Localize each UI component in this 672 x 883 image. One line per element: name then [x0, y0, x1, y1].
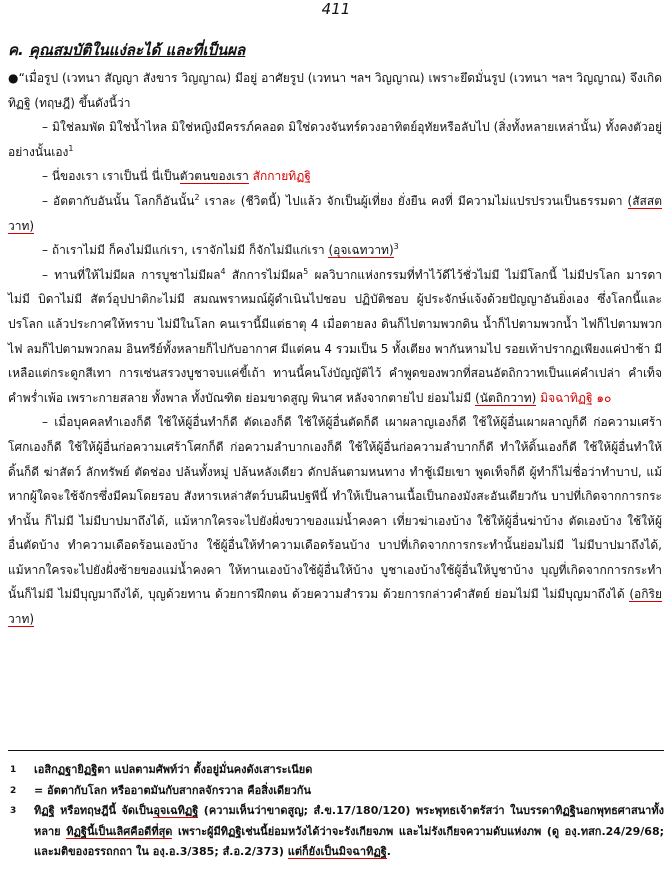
marked-term: ตัวตนของเรา — [179, 169, 249, 184]
marked-term: (อุจเฉทวาท) — [328, 243, 394, 258]
paragraph-self-view — [8, 164, 662, 189]
paragraph-text: ผลวิบากแห่งกรรมที่ทำไว้ดีไว้ชั่วไม่มี ไม่มีโลกนี้ ไม่มีปรโลก มารดาไม่มี บิดาไม่มี สัตว์อุปปาติกะไม่มี สมณพราหมณ์ผู้ดำเนินไปชอบ ปฏิบัติชอบ ผู้ประจักษ์แจ้งด้วยปัญญาอันยิ่งเอง ซึ่งโลกนี้และปรโลก แล้วประกาศให้ทราบ ไม่มีในโลก คนเรานี้มีแต่ธาตุ 4 เมื่อตายลง ดินก็ไปตามพวกดิน น้ำก็ไปตามพวกน้ำ ไฟก็ไปตามพวกไฟ ลมก็ไปตามพวกลม อินทรีย์ทั้งหลายก็ไปกับอากาศ มีแต่คน 4 รวมเป็น 5 ทั้งเตียง พากันหามไป รอยเท้าปรากฏเพียงแค่ป่าช้า มีเหลือแต่กระดูกสีเทา การเซ่นสรวงบูชาจบแค่ขี้เถ้า ทานนี้คนโง่บัญญัติไว้ คำพูดของพวกที่สอนอัตถิกวาทเป็นแค่คำเปล่า คำเท็จ คำพร่ำเพ้อ เพราะกายสลาย ทั้งพาล ทั้งบัณฑิต ย่อมขาดสูญ พินาศ หลังจากตายไป ย่อมไม่มี — [8, 267, 662, 405]
footnote-number: 1 — [10, 765, 17, 775]
footnote-item — [8, 781, 664, 802]
paragraph-annihilationism — [8, 238, 662, 263]
marked-term: แต่ก็ยังเป็นมิจฉาทิฏฐิ — [287, 845, 387, 858]
intro-text: “เมื่อรูป (เวทนา สัญญา สังขาร วิญญาณ) มีอยู่ อาศัยรูป (เวทนา ฯลฯ วิญญาณ) เพราะยึดมั่นรูป (เวทนา ฯลฯ วิญญาณ) จึงเกิดทิฏฐิ (ทฤษฎี) ขึ้นดังนี้ว่า — [8, 71, 662, 110]
paragraph-text: – อัตตากับอันนั้น โลกก็อันนั้น — [42, 193, 195, 208]
paragraph-text: – เมื่อบุคคลทำเองก็ดี ใช้ให้ผู้อื่นทำก็ดี ตัดเองก็ดี ใช้ให้ผู้อื่นตัดก็ดี เผาผลาญเองก็ดี ใช้ให้ผู้อื่นเผาผลาญก็ดี ก่อความเศร้าโศกเองก็ดี ใช้ให้ผู้อื่นก่อความเศร้าโศกก็ดี ก่อความลำบากเองก็ดี ใช้ให้ผู้อื่นก่อความลำบากก็ดี ทำให้ดิ้นเองก็ดี ใช้ให้ผู้อื่นทำให้ดิ้นก็ดี ฆ่าสัตว์ ลักทรัพย์ ตัดช่อง ปล้นทั้งหมู่ ปล้นหลังเดียว ดักปล้นตามหนทาง ทำชู้เมียเขา พูดเท็จก็ดี ผู้ทำก็ไม่ชื่อว่าทำบาป, แม้หากผู้ใดจะใช้จักรซึ่งมีคมโดยรอบ สังหารเหล่าสัตว์บนผืนปฐพีนี้ ทำให้เป็นลานเนื้อเป็นกองมังสะอันเดียวกัน บาปที่เกิดจากการกระทำนั้น ก็ไม่มี ไม่มีบาปมาถึงได้, แม้หากใครจะไปยังฝั่งขวาของแม่น้ำคงคา เที่ยวฆ่าเองบ้าง ใช้ให้ผู้อื่นฆ่าบ้าง ตัดเองบ้าง ใช้ให้ผู้อื่นตัดบ้าง ทำความเดือดร้อนเองบ้าง ใช้ผู้อื่นให้ทำความเดือดร้อนบ้าง บาปที่เกิดจากการกระทำนั้นย่อมไม่มี ไม่มีบาปมาถึงได้, แม้หากใครจะไปยังฝั่งซ้ายของแม่น้ำคงคา ให้ทานเองบ้างใช้ผู้อื่นให้บ้าง บูชาเองบ้างใช้ผู้อื่นให้บูชาบ้าง บุญที่เกิดจากการกระทำนั้นก็ไม่มี ไม่มีบุญมาถึงได้, บุญด้วยทาน ด้วยการฝึกตน ด้วยความสำรวม ด้วยการกล่าวคำสัตย์ ย่อมไม่มี ไม่มีบุญมาถึงได้ — [8, 415, 662, 602]
marked-term: (สัสสตวาท) — [8, 193, 662, 233]
footnote-text: เอสิกฏฐายิฏฐิตา แปลตามศัพท์ว่า ตั้งอยู่มั่นคงดังเสาระเนียด — [34, 763, 313, 776]
marked-term: ทิฏฐินี้เป็นเลิศคือดีที่สุด — [66, 824, 173, 838]
footnote-ref-1: 1 — [68, 143, 74, 153]
paragraph-text: – นี่ของเรา เราเป็นนี่ นี่เป็น — [42, 169, 180, 184]
paragraph-natural-constancy — [8, 115, 662, 164]
red-annotation: มิจฉาทิฏฐิ ๑๐ — [540, 390, 612, 405]
section-heading — [8, 38, 245, 62]
footnote-item — [8, 801, 664, 863]
paragraph-non-action — [8, 410, 662, 631]
footnote-ref-3: 3 — [393, 242, 399, 252]
footnote-text: เพราะผู้มีทิฏฐิเช่นนี้ย่อมหวังได้ว่าจะรังเกียจภพ และไม่รังเกียจความดับแห่งภพ (ดู องฺ.ทสก.24/29/68; และมติของอรรถกถา ใน องฺ.อ.3/385; สํ.อ.2/373) — [34, 824, 665, 858]
section-heading-title: คุณสมบัติในแง่ละได้ และที่เป็นผล — [28, 41, 246, 59]
paragraph-text: – ถ้าเราไม่มี ก็คงไม่มีแก่เรา, เราจักไม่มี ก็จักไม่มีแก่เรา — [42, 243, 329, 258]
body-text — [8, 66, 662, 632]
red-annotation: สักกายทิฏฐิ — [252, 169, 311, 184]
bullet-icon: ● — [8, 71, 19, 85]
marked-term: (อกิริยวาท) — [8, 587, 662, 627]
footnote-text: = อัตตากับโลก หรืออาตมันกับสากลจักรวาล คือสิ่งเดียวกัน — [34, 783, 311, 797]
paragraph-eternalism — [8, 189, 662, 238]
marked-term: (นัตถิกวาท) — [475, 390, 537, 405]
paragraph-text: – ทานที่ให้ไม่มีผล การบูชาไม่มีผล — [42, 267, 221, 282]
footnote-ref-4: 4 — [220, 266, 226, 276]
footnote-text: (ความเห็นว่าขาดสูญ; สํ.ข.17/180/120) พระพุทธเจ้าตรัสว่า ในบรรดาทิฏฐินอกพุทธศาสนาทั้งหลาย — [34, 804, 664, 838]
footnote-divider — [8, 750, 664, 751]
paragraph-text: เราละ (ชีวิตนี้) ไปแล้ว จักเป็นผู้เที่ยง ยั่งยืน คงที่ มีความไม่แปรปรวนเป็นธรรมดา — [199, 193, 623, 208]
paragraph-text: สักการไม่มีผล — [225, 267, 304, 282]
marked-term: อุจเฉทิฏฐิ — [153, 804, 199, 817]
footnote-item — [8, 760, 664, 781]
footnote-number: 3 — [10, 806, 17, 816]
footnotes — [8, 760, 664, 863]
footnote-ref-2: 2 — [194, 192, 200, 202]
page-number: 411 — [321, 0, 351, 18]
paragraph-text: – มิใช่ลมพัด มิใช่น้ำไหล มิใช่หญิงมีครรภ์คลอด มิใช่ดวงจันทร์ดวงอาทิตย์อุทัยหรือลับไป (สิ่งทั้งหลายเหล่านั้น) ทั้งคงตัวอยู่อย่างนั้นเอง — [8, 120, 662, 159]
footnote-number: 2 — [10, 785, 17, 796]
footnote-ref-5: 5 — [303, 266, 309, 276]
section-heading-prefix: ค. — [8, 41, 29, 59]
intro-paragraph — [8, 66, 662, 115]
footnote-text: . — [386, 845, 391, 858]
paragraph-nihilism — [8, 263, 662, 411]
footnote-text: ทิฏฐิ หรือทฤษฎีนี้ จัดเป็น — [34, 804, 154, 817]
